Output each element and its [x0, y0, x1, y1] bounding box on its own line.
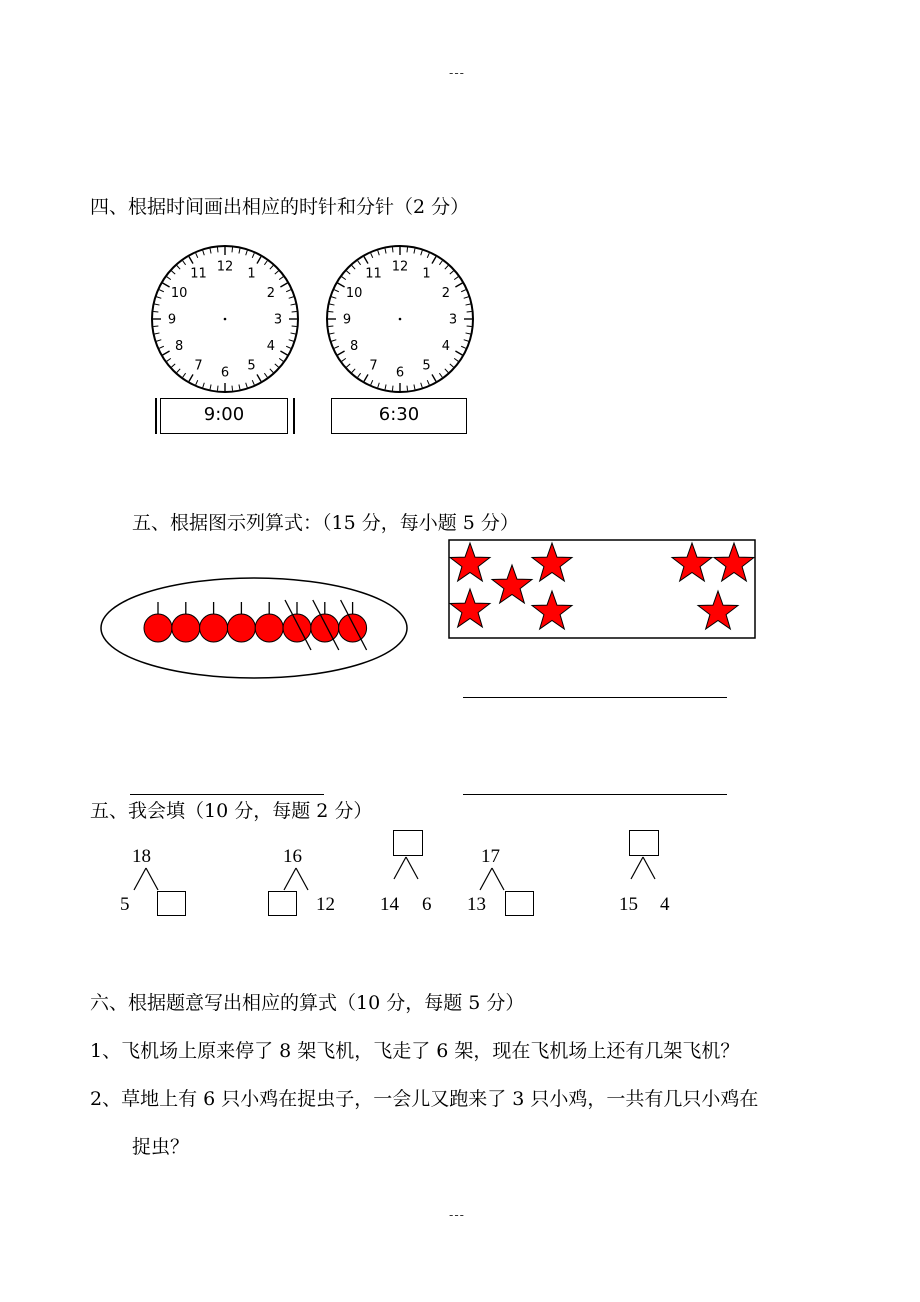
clock-tick — [392, 247, 393, 252]
clock-number: 3 — [273, 312, 283, 328]
clock-center-dot — [399, 318, 402, 321]
answer-line-3[interactable] — [130, 794, 324, 795]
tree3-left: 14 — [380, 894, 399, 915]
tree5-right: 4 — [660, 894, 670, 915]
clock-number: 9 — [342, 312, 352, 328]
bead — [311, 614, 339, 642]
clock-number: 11 — [190, 266, 207, 282]
tree5-left: 15 — [619, 894, 638, 915]
clock-tick — [407, 386, 408, 391]
tree4-left: 13 — [467, 894, 486, 915]
clock-face-1 — [150, 244, 300, 394]
header-mark: --- — [449, 66, 465, 80]
star — [450, 543, 490, 581]
stars-figure — [446, 534, 766, 644]
answer-line-1[interactable] — [463, 697, 727, 698]
bead-ellipse-figure — [98, 568, 418, 688]
question-1: 1、飞机场上原来停了 8 架飞机，飞走了 6 架，现在飞机场上还有几架飞机？ — [90, 1040, 740, 1062]
clock-tick — [467, 326, 472, 327]
clock-number: 5 — [247, 358, 256, 374]
star — [698, 591, 738, 629]
tree5-top-box[interactable] — [629, 830, 659, 856]
star — [672, 543, 712, 581]
footer-mark: --- — [449, 1208, 465, 1222]
tree1-right-box[interactable] — [157, 891, 186, 916]
clock-tick — [217, 386, 218, 391]
clock-number: 2 — [266, 286, 276, 301]
clock-number: 4 — [441, 339, 451, 354]
clock-tick — [217, 247, 218, 252]
clock-tick — [328, 311, 333, 312]
section4-title: 四、根据时间画出相应的时针和分针（2 分） — [90, 196, 470, 218]
tree3-branches — [392, 855, 432, 885]
bead — [283, 614, 311, 642]
section5a-title: 五、根据图示列算式：（15 分，每小题 5 分） — [132, 512, 519, 534]
tree3-right: 6 — [422, 894, 432, 915]
star — [492, 565, 532, 603]
clock-number: 12 — [391, 259, 409, 275]
clock-number: 12 — [216, 259, 234, 275]
clock-tick — [232, 386, 233, 391]
tree4-right-box[interactable] — [505, 891, 534, 916]
clock-number: 2 — [441, 286, 451, 301]
star — [450, 589, 490, 627]
clock-number: 1 — [422, 266, 431, 282]
clock-tick — [467, 311, 472, 312]
clock-number: 1 — [247, 266, 256, 282]
section5b-title: 五、我会填（10 分，每题 2 分） — [90, 800, 373, 822]
tree2-left-box[interactable] — [268, 891, 297, 916]
question-2-line-2: 捉虫？ — [132, 1136, 190, 1158]
star — [532, 543, 572, 581]
clock-tick — [153, 311, 158, 312]
clock-number: 8 — [349, 339, 359, 354]
tree2-top: 16 — [283, 846, 302, 867]
tree2-right: 12 — [316, 894, 335, 915]
clock-number: 8 — [174, 339, 184, 354]
clock-center-dot — [224, 318, 227, 321]
clock-tick — [292, 326, 297, 327]
star — [532, 591, 572, 629]
clock-tick — [407, 247, 408, 252]
bead — [227, 614, 255, 642]
answer-line-2[interactable] — [463, 794, 727, 795]
bead — [172, 614, 200, 642]
section6-title: 六、根据题意写出相应的算式（10 分，每题 5 分） — [90, 992, 525, 1014]
clock-number: 6 — [395, 365, 405, 381]
clock-number: 7 — [194, 358, 203, 374]
clock-number: 9 — [167, 312, 177, 328]
clock-tick — [153, 326, 158, 327]
time-label-1: 9:00 — [160, 398, 288, 434]
clock-face-2 — [325, 244, 475, 394]
tree1-left: 5 — [120, 894, 130, 915]
tree4-top: 17 — [481, 846, 500, 867]
clock-tick — [328, 326, 333, 327]
bead — [255, 614, 283, 642]
tree5-branches — [629, 855, 669, 885]
clock-number: 6 — [220, 365, 230, 381]
bead — [200, 614, 228, 642]
tree1-top: 18 — [132, 846, 151, 867]
clock-number: 10 — [170, 286, 188, 301]
question-2-line-1: 2、草地上有 6 只小鸡在捉虫子，一会儿又跑来了 3 只小鸡，一共有几只小鸡在 — [90, 1088, 759, 1110]
clock-number: 7 — [369, 358, 378, 374]
tree3-top-box[interactable] — [393, 830, 423, 856]
clock-number: 3 — [448, 312, 458, 328]
time-label-2: 6:30 — [331, 398, 467, 434]
bead — [339, 614, 367, 642]
clock-tick — [292, 311, 297, 312]
clock-tick — [392, 386, 393, 391]
bead — [144, 614, 172, 642]
clock-number: 5 — [422, 358, 431, 374]
clock-number: 10 — [345, 286, 363, 301]
clock-tick — [232, 247, 233, 252]
star — [714, 543, 754, 581]
clock-number: 11 — [365, 266, 382, 282]
clock-number: 4 — [266, 339, 276, 354]
